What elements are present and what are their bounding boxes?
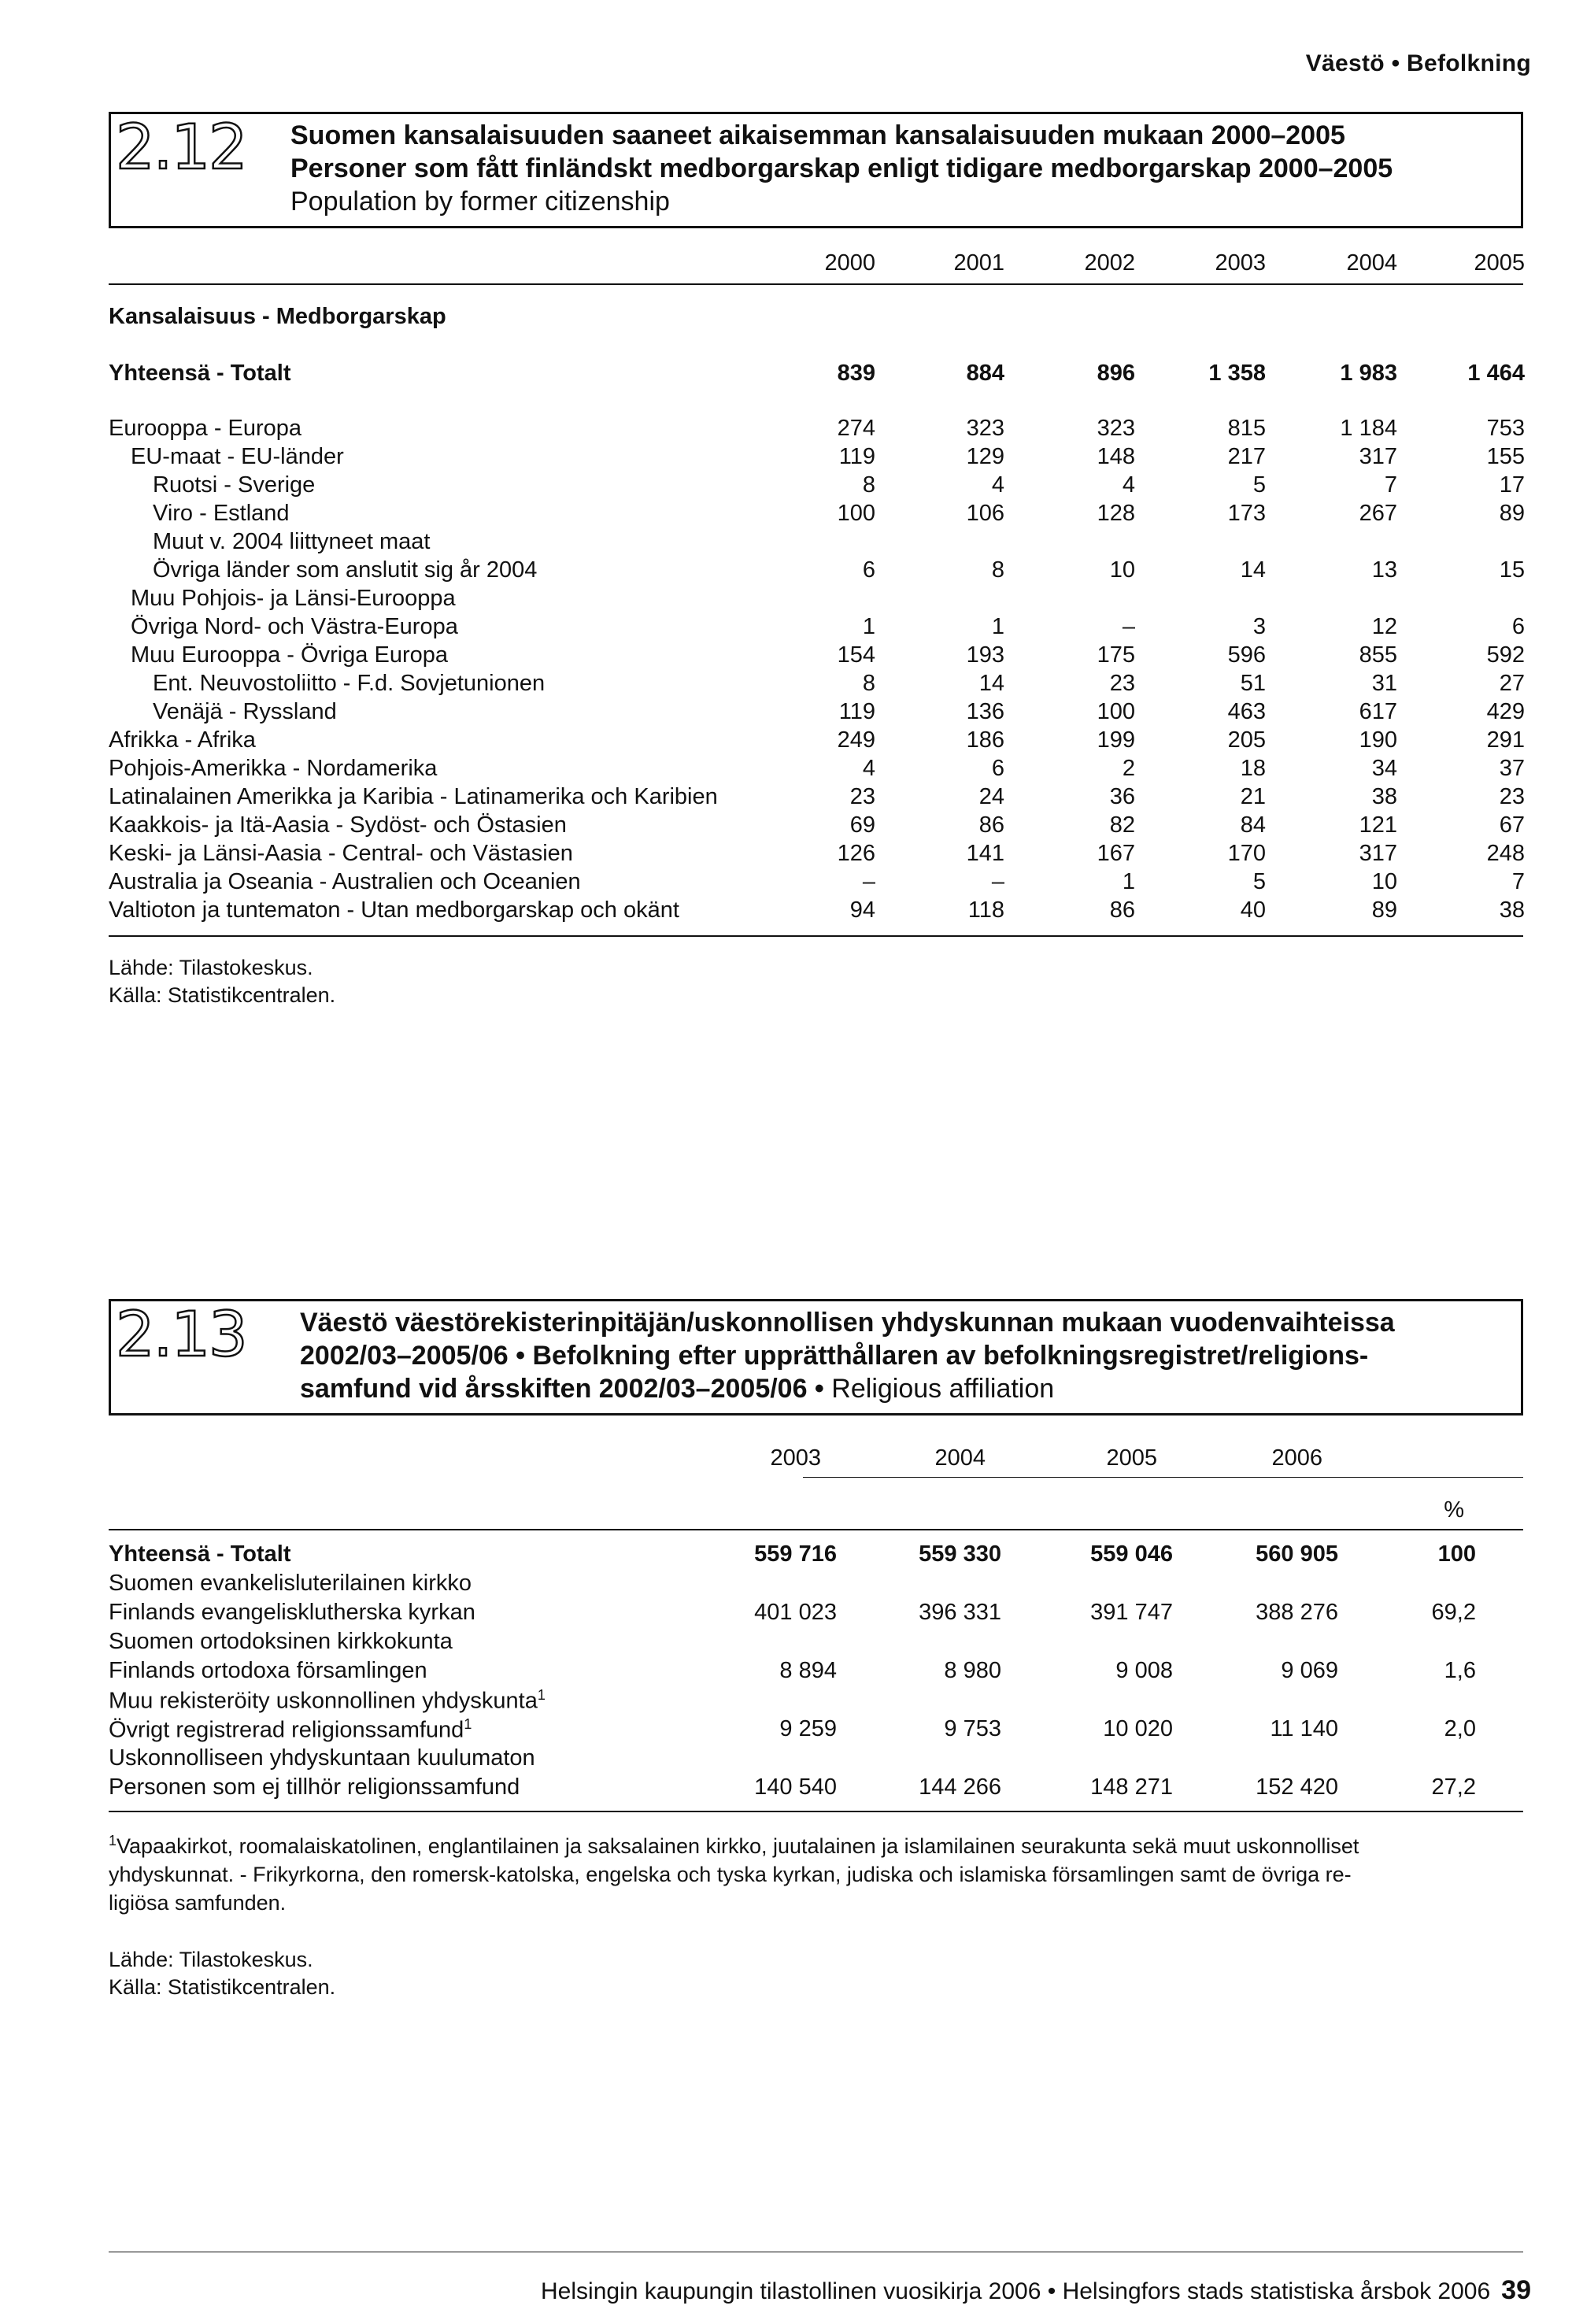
table2-cell: 148 271	[1090, 1774, 1173, 1800]
table2-percent-head: %	[1444, 1497, 1464, 1523]
table1-cell: 4	[862, 756, 875, 781]
table1-title	[290, 119, 1505, 218]
table1-cell: 1	[1122, 869, 1135, 894]
footer-text: Helsingin kaupungin tilastollinen vuosikirja 2006 • Helsingfors stads statistiska årsbok 2006	[541, 2278, 1491, 2304]
table2-cell: 559 046	[1090, 1541, 1173, 1567]
table1-cell: 38	[1371, 784, 1397, 809]
table1-cell: 8	[862, 671, 875, 696]
table2-row-label	[109, 1571, 472, 1597]
table2-row-label	[109, 1745, 535, 1771]
table1-cell: 205	[1227, 727, 1266, 753]
table2-row-label-text: Muu rekisteröity uskonnollinen yhdyskunta	[109, 1688, 538, 1714]
table2-row-label-text: Uskonnolliseen yhdyskuntaan kuulumaton	[109, 1745, 535, 1771]
table1-source	[109, 954, 335, 1009]
table2-source-sv: Källa: Statistikcentralen.	[109, 1975, 336, 1999]
table1-cell: 12	[1371, 614, 1397, 639]
table1-row-label: Viro - Estland	[153, 501, 290, 526]
table1-cell: 23	[1499, 784, 1525, 809]
table2-footnote-line1	[109, 1826, 1526, 1860]
table1-row-label: Ent. Neuvostoliitto - F.d. Sovjetunionen	[153, 671, 546, 696]
page-number: 39	[1501, 2275, 1531, 2305]
table1-cell: 1	[862, 614, 875, 639]
table1-cell: 463	[1227, 699, 1266, 724]
table1-row-label: Ruotsi - Sverige	[153, 472, 316, 498]
table2-row-label-text: Finlands evangelisklutherska kyrkan	[109, 1600, 475, 1625]
table2-cell: 11 140	[1270, 1716, 1338, 1741]
table1-row-label: Latinalainen Amerikka ja Karibia - Latinamerika och Karibien	[109, 784, 718, 809]
table1-total-cell: 896	[1097, 361, 1135, 386]
table1-title-fi: Suomen kansalaisuuden saaneet aikaisemman kansalaisuuden mukaan 2000–2005	[290, 120, 1345, 150]
table2-cell: 560 905	[1256, 1541, 1338, 1567]
table1-cell: 17	[1499, 472, 1525, 498]
table2-row-label-text: Yhteensä - Totalt	[109, 1541, 291, 1567]
table1-row-label: Pohjois-Amerikka - Nordamerika	[109, 756, 438, 781]
table2-footnote-mark: 1	[109, 1833, 117, 1848]
table2-title-line2: 2002/03–2005/06 • Befolkning efter upprätthållaren av befolkningsregistret/religions-	[300, 1341, 1369, 1371]
table1-cell: 94	[849, 897, 875, 923]
table2-cell: 559 330	[919, 1541, 1001, 1567]
table1-year-2000: 2000	[824, 250, 875, 276]
table1-cell: 37	[1499, 756, 1525, 781]
table1-cell: 4	[1122, 472, 1135, 498]
table1-cell: 291	[1486, 727, 1525, 753]
table2-footnote-line3: ligiösa samfunden.	[109, 1891, 287, 1915]
table1-cell: 323	[966, 416, 1004, 441]
table2-year-2003: 2003	[770, 1445, 821, 1471]
table1-year-2005: 2005	[1474, 250, 1525, 276]
table1-cell: –	[1122, 614, 1135, 639]
table1-title-en: Population by former citizenship	[290, 187, 670, 216]
table1-cell: 23	[1109, 671, 1135, 696]
table1-cell: 5	[1252, 869, 1266, 894]
table1-cell: 8	[862, 472, 875, 498]
table1-total-cell: 1 983	[1340, 361, 1397, 386]
table1-year-2004: 2004	[1346, 250, 1397, 276]
table1-cell: 86	[978, 812, 1004, 838]
table1-cell: 21	[1240, 784, 1266, 809]
table1-cell: 119	[838, 444, 875, 469]
table1-source-sv: Källa: Statistikcentralen.	[109, 983, 336, 1007]
table1-cell: 217	[1227, 444, 1266, 469]
table1-number	[116, 113, 246, 183]
table1-cell: 815	[1227, 416, 1266, 441]
table1-total-cell: 839	[837, 361, 875, 386]
table2-row-footnote-mark: 1	[537, 1687, 546, 1703]
table1-cell: 100	[837, 501, 875, 526]
table2-cell: 100	[1437, 1541, 1476, 1567]
table1-cell: 119	[838, 699, 875, 724]
table1-cell: 141	[966, 841, 1004, 866]
table1-total-cell: 1 464	[1467, 361, 1525, 386]
table1-cell: 34	[1371, 756, 1397, 781]
table2-row-label	[109, 1600, 475, 1626]
table2-row-label-text: Suomen ortodoksinen kirkkokunta	[109, 1629, 453, 1654]
table1-cell: 323	[1097, 416, 1135, 441]
table1-cell: –	[862, 869, 875, 894]
table2-title-en: Religious affiliation	[831, 1374, 1055, 1404]
table2-row-label	[109, 1541, 291, 1567]
table1-cell: 24	[978, 784, 1004, 809]
table1-cell: 69	[849, 812, 875, 838]
table1-row-label: Muu Pohjois- ja Länsi-Eurooppa	[131, 586, 456, 611]
table2-cell: 144 266	[919, 1774, 1001, 1800]
table2-number	[116, 1300, 246, 1371]
table1-year-2001: 2001	[953, 250, 1004, 276]
table2-title-line3-bold: samfund vid årsskiften 2002/03–2005/06 •	[300, 1374, 824, 1404]
table1-cell: 14	[1240, 557, 1266, 583]
table1-cell: 855	[1359, 642, 1397, 668]
table2-cell: 388 276	[1256, 1600, 1338, 1625]
table1-row-label: Keski- ja Länsi-Aasia - Central- och Västasien	[109, 841, 573, 866]
table1-cell: 429	[1486, 699, 1525, 724]
table1-cell: 167	[1097, 841, 1135, 866]
table2-bottom-rule	[109, 1811, 1523, 1812]
table1-cell: 18	[1240, 756, 1266, 781]
table2-cell: 9 008	[1115, 1658, 1173, 1683]
table1-cell: 15	[1499, 557, 1525, 583]
table1-cell: 753	[1486, 416, 1525, 441]
table2-cell: 69,2	[1431, 1600, 1476, 1625]
table1-stub-head: Kansalaisuus - Medborgarskap	[109, 304, 446, 329]
table1-total-cell: 884	[966, 361, 1004, 386]
table1-cell: 5	[1252, 472, 1266, 498]
table1-total-cell: 1 358	[1208, 361, 1266, 386]
table2-row-label	[109, 1629, 453, 1655]
table1-cell: 89	[1499, 501, 1525, 526]
table1-year-2003: 2003	[1215, 250, 1266, 276]
table1-bottom-rule	[109, 935, 1523, 937]
table2-row-label	[109, 1774, 520, 1800]
table2-row-footnote-mark: 1	[464, 1716, 472, 1732]
table1-row-label: Muut v. 2004 liittyneet maat	[153, 529, 431, 554]
table1-cell: 592	[1486, 642, 1525, 668]
table1-cell: 121	[1359, 812, 1397, 838]
table1-cell: 136	[966, 699, 1004, 724]
table1-cell: 86	[1109, 897, 1135, 923]
table2-title-line3	[300, 1372, 1505, 1405]
table1-row-label: Venäjä - Ryssland	[153, 699, 337, 724]
table2-title	[300, 1306, 1505, 1405]
table2-cell: 396 331	[919, 1600, 1001, 1625]
table1-cell: 10	[1371, 869, 1397, 894]
table1-cell: 155	[1486, 444, 1525, 469]
table2-footnote-line2: yhdyskunnat. - Frikyrkorna, den romersk-katolska, engelska och tyska kyrkan, judiska och islamiska församlingen samt de övriga re-	[109, 1863, 1352, 1886]
table1-cell: 129	[966, 444, 1004, 469]
table1-cell: 14	[978, 671, 1004, 696]
table2-header-rule	[803, 1477, 1523, 1478]
table1-cell: 84	[1240, 812, 1266, 838]
table2-year-2006: 2006	[1271, 1445, 1322, 1471]
table1-cell: 23	[849, 784, 875, 809]
table1-row-label: Eurooppa - Europa	[109, 416, 302, 441]
table2-year-2004: 2004	[934, 1445, 986, 1471]
table1-cell: 249	[837, 727, 875, 753]
table1-row-label: Valtioton ja tuntematon - Utan medborgarskap och okänt	[109, 897, 679, 923]
table2-row-label-text: Finlands ortodoxa församlingen	[109, 1658, 427, 1683]
table2-row-label-text: Övrigt registrerad religionssamfund	[109, 1717, 464, 1743]
table1-cell: 128	[1097, 501, 1135, 526]
table1-cell: 6	[862, 557, 875, 583]
table1-row-label: Australia ja Oseania - Australien och Oceanien	[109, 869, 581, 894]
table2-cell: 9 753	[944, 1716, 1001, 1741]
table1-cell: 38	[1499, 897, 1525, 923]
table1-row-label: Kaakkois- ja Itä-Aasia - Sydöst- och Östasien	[109, 812, 567, 838]
table1-year-2002: 2002	[1084, 250, 1135, 276]
table1-source-fi: Lähde: Tilastokeskus.	[109, 956, 313, 979]
table2-source-fi: Lähde: Tilastokeskus.	[109, 1948, 313, 1971]
table1-cell: 2	[1122, 756, 1135, 781]
table1-cell: 7	[1511, 869, 1525, 894]
table1-cell: 31	[1371, 671, 1397, 696]
table2-row-label	[109, 1716, 472, 1744]
table1-title-sv: Personer som fått finländskt medborgarskap enligt tidigare medborgarskap 2000–2005	[290, 154, 1393, 183]
table1-cell: 106	[966, 501, 1004, 526]
table2-cell: 2,0	[1444, 1716, 1476, 1741]
table2-cell: 1,6	[1444, 1658, 1476, 1683]
table1-cell: 193	[966, 642, 1004, 668]
table1-row-label: Övriga länder som anslutit sig år 2004	[153, 557, 538, 583]
table2-row-label-text: Suomen evankelisluterilainen kirkko	[109, 1571, 472, 1596]
table1-cell: 40	[1240, 897, 1266, 923]
table1-cell: 170	[1227, 841, 1266, 866]
table2-row-label-text: Personen som ej tillhör religionssamfund	[109, 1774, 520, 1800]
table2-footnote-text1: Vapaakirkot, roomalaiskatolinen, englantilainen ja saksalainen kirkko, juutalainen ja islamilainen seurakunta sekä muut uskonnolliset	[117, 1834, 1359, 1858]
table2-cell: 401 023	[754, 1600, 837, 1625]
table1-cell: 154	[837, 642, 875, 668]
table1-cell: 36	[1109, 784, 1135, 809]
table1-cell: 186	[966, 727, 1004, 753]
table2-cell: 8 894	[779, 1658, 837, 1683]
table2-footnote	[109, 1826, 1526, 1917]
page-footer	[541, 2275, 1531, 2306]
table1-cell: 617	[1359, 699, 1397, 724]
table2-number-text: 2.13	[116, 1300, 246, 1371]
table2-source	[109, 1946, 335, 2001]
running-head: Väestö • Befolkning	[1305, 50, 1531, 76]
table1-cell: 8	[991, 557, 1004, 583]
table2-cell: 559 716	[754, 1541, 837, 1567]
table1-cell: 126	[837, 841, 875, 866]
table1-cell: 118	[967, 897, 1004, 923]
table1-cell: 190	[1359, 727, 1397, 753]
table1-cell: 173	[1227, 501, 1266, 526]
table1-cell: 6	[1511, 614, 1525, 639]
table1-cell: 13	[1371, 557, 1397, 583]
table1-total-label: Yhteensä - Totalt	[109, 361, 291, 386]
table1-cell: 67	[1499, 812, 1525, 838]
table1-row-label: EU-maat - EU-länder	[131, 444, 344, 469]
table1-cell: 100	[1097, 699, 1135, 724]
table2-cell: 152 420	[1256, 1774, 1338, 1800]
table1-cell: 1 184	[1340, 416, 1397, 441]
table2-year-2005: 2005	[1106, 1445, 1157, 1471]
table1-header-rule	[109, 283, 1523, 285]
table1-cell: 82	[1109, 812, 1135, 838]
table2-cell: 9 259	[779, 1716, 837, 1741]
table1-cell: –	[991, 869, 1004, 894]
table2-cell: 9 069	[1281, 1658, 1338, 1683]
table1-cell: 317	[1359, 444, 1397, 469]
table1-cell: 1	[991, 614, 1004, 639]
table2-top-rule	[109, 1529, 1523, 1530]
table2-title-line1: Väestö väestörekisterinpitäjän/uskonnollisen yhdyskunnan mukaan vuodenvaihteissa	[300, 1308, 1395, 1338]
table2-cell: 10 020	[1103, 1716, 1173, 1741]
table1-cell: 248	[1486, 841, 1525, 866]
table2-row-label	[109, 1687, 546, 1715]
table1-row-label: Afrikka - Afrika	[109, 727, 256, 753]
table1-cell: 3	[1252, 614, 1266, 639]
table1-row-label: Muu Eurooppa - Övriga Europa	[131, 642, 448, 668]
table2-cell: 391 747	[1090, 1600, 1173, 1625]
table1-cell: 4	[991, 472, 1004, 498]
table2-cell: 8 980	[944, 1658, 1001, 1683]
table1-cell: 27	[1499, 671, 1525, 696]
table1-title-box	[109, 112, 1523, 228]
table1-cell: 175	[1097, 642, 1135, 668]
table1-cell: 148	[1097, 444, 1135, 469]
table1-number-text: 2.12	[116, 113, 246, 183]
table1-cell: 596	[1227, 642, 1266, 668]
table2-cell: 140 540	[754, 1774, 837, 1800]
table2-title-box	[109, 1299, 1523, 1415]
table1-cell: 317	[1359, 841, 1397, 866]
table1-cell: 51	[1240, 671, 1266, 696]
table1-cell: 89	[1371, 897, 1397, 923]
table1-cell: 6	[991, 756, 1004, 781]
table1-cell: 199	[1097, 727, 1135, 753]
table1-cell: 7	[1384, 472, 1397, 498]
table1-row-label: Övriga Nord- och Västra-Europa	[131, 614, 458, 639]
table2-row-label	[109, 1658, 427, 1684]
table1-cell: 274	[837, 416, 875, 441]
table1-cell: 10	[1109, 557, 1135, 583]
table2-cell: 27,2	[1431, 1774, 1476, 1800]
table1-cell: 267	[1359, 501, 1397, 526]
